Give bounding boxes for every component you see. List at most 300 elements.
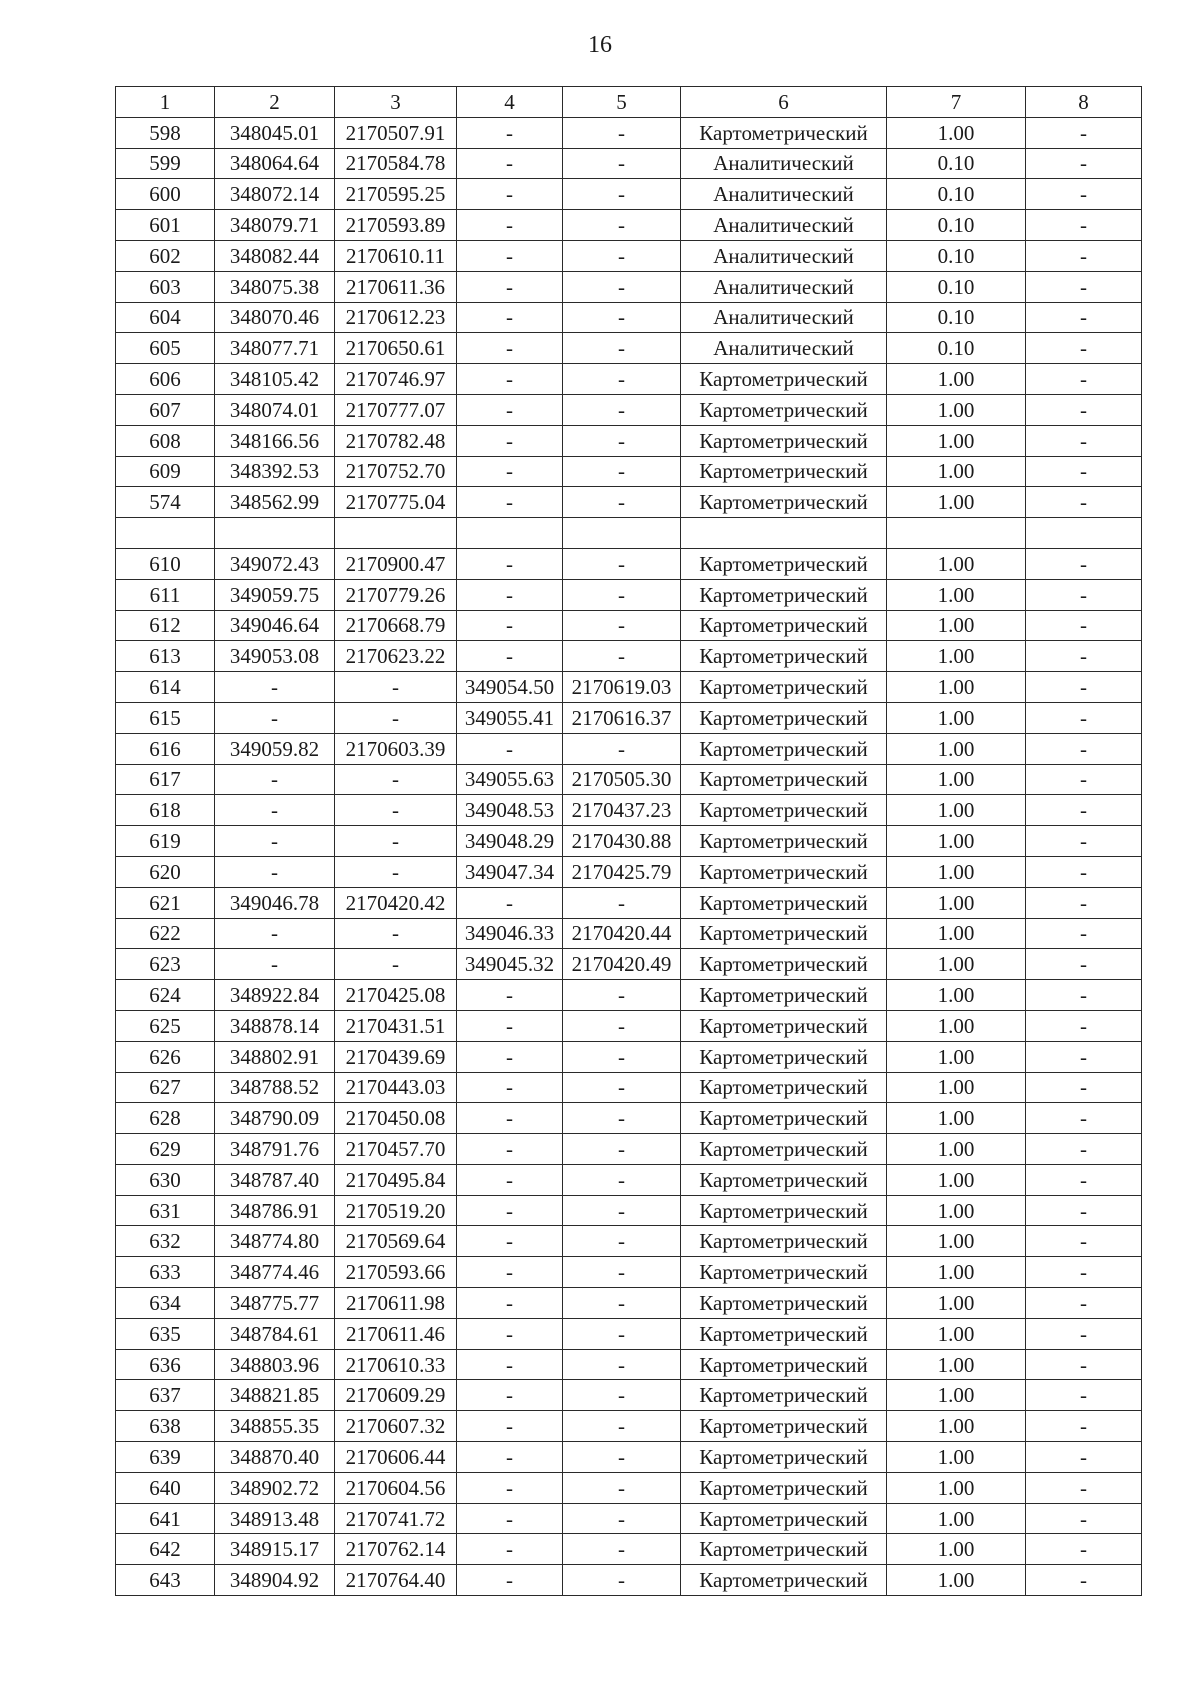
table-row bbox=[116, 456, 1142, 487]
table-cell-col-2: 348562.99 bbox=[215, 487, 335, 518]
table-row bbox=[116, 610, 1142, 641]
table-cell-col-1: 617 bbox=[116, 764, 215, 795]
table-cell-col-3: 2170606.44 bbox=[335, 1442, 457, 1473]
table-cell-col-4: - bbox=[457, 1103, 563, 1134]
table-cell-col-6: Аналитический bbox=[681, 333, 887, 364]
table-cell-col-2: 348774.80 bbox=[215, 1226, 335, 1257]
table-cell-col-6: Аналитический bbox=[681, 302, 887, 333]
table-cell-col-1: 638 bbox=[116, 1411, 215, 1442]
table-cell-col-6: Картометрический bbox=[681, 1072, 887, 1103]
table-cell-col-2: 348105.42 bbox=[215, 364, 335, 395]
table-cell-col-2: 348064.64 bbox=[215, 148, 335, 179]
table-cell-col-2: - bbox=[215, 856, 335, 887]
table-cell-col-6: Картометрический bbox=[681, 764, 887, 795]
table-cell-col-8: - bbox=[1026, 1164, 1142, 1195]
table-cell-col-3: - bbox=[335, 918, 457, 949]
table-cell-col-6: Аналитический bbox=[681, 271, 887, 302]
table-row bbox=[116, 764, 1142, 795]
table-cell-col-8: - bbox=[1026, 548, 1142, 579]
table-cell-col-4: - bbox=[457, 579, 563, 610]
column-header-4: 4 bbox=[457, 87, 563, 118]
table-cell-col-3: 2170609.29 bbox=[335, 1380, 457, 1411]
table-cell-col-1: 604 bbox=[116, 302, 215, 333]
table-cell-col-6: Картометрический bbox=[681, 1103, 887, 1134]
table-cell-col-3: 2170762.14 bbox=[335, 1534, 457, 1565]
table-cell-col-5: - bbox=[563, 1134, 681, 1165]
table-cell-col-1: 625 bbox=[116, 1010, 215, 1041]
table-cell-col-6: Картометрический bbox=[681, 1318, 887, 1349]
table-cell-col-2: 349053.08 bbox=[215, 641, 335, 672]
table-cell-col-4: 349048.53 bbox=[457, 795, 563, 826]
table-cell-col-8: - bbox=[1026, 333, 1142, 364]
table-cell-col-7: 1.00 bbox=[887, 1195, 1026, 1226]
table-cell-col-7: 1.00 bbox=[887, 1041, 1026, 1072]
table-cell-col-5: - bbox=[563, 1318, 681, 1349]
table-row bbox=[116, 1288, 1142, 1319]
table-cell-col-3: 2170569.64 bbox=[335, 1226, 457, 1257]
table-cell-col-2: 348166.56 bbox=[215, 425, 335, 456]
table-row bbox=[116, 1411, 1142, 1442]
table-cell-col-4: - bbox=[457, 733, 563, 764]
table-cell-col-6: Аналитический bbox=[681, 210, 887, 241]
table-cell-col-7: 1.00 bbox=[887, 672, 1026, 703]
table-cell-col-6: Картометрический bbox=[681, 1380, 887, 1411]
table-cell-col-5: - bbox=[563, 456, 681, 487]
table-cell-col-2: - bbox=[215, 672, 335, 703]
table-cell-col-1: 641 bbox=[116, 1503, 215, 1534]
table-cell-col-3: 2170777.07 bbox=[335, 394, 457, 425]
table-cell-col-6: Картометрический bbox=[681, 1503, 887, 1534]
table-cell-col-8: - bbox=[1026, 795, 1142, 826]
table-cell-col-6: Картометрический bbox=[681, 1472, 887, 1503]
table-cell-col-8: - bbox=[1026, 672, 1142, 703]
table-cell-col-4: - bbox=[457, 1226, 563, 1257]
table-cell-col-4: - bbox=[457, 1442, 563, 1473]
header-row bbox=[116, 87, 1142, 118]
table-cell-col-1: 627 bbox=[116, 1072, 215, 1103]
table-cell-col-2: 349059.75 bbox=[215, 579, 335, 610]
table-cell-col-1: 621 bbox=[116, 887, 215, 918]
table-cell-col-6: Картометрический bbox=[681, 117, 887, 148]
table-cell-col-5: - bbox=[563, 394, 681, 425]
table-row bbox=[116, 1134, 1142, 1165]
table-cell-col-7: 0.10 bbox=[887, 210, 1026, 241]
table-cell-col-5: - bbox=[563, 179, 681, 210]
table-cell-col-3: - bbox=[335, 795, 457, 826]
table-cell-col-8 bbox=[1026, 518, 1142, 549]
table-cell-col-3: 2170668.79 bbox=[335, 610, 457, 641]
table-cell-col-6: Картометрический bbox=[681, 887, 887, 918]
column-header-8: 8 bbox=[1026, 87, 1142, 118]
table-cell-col-7: 1.00 bbox=[887, 1010, 1026, 1041]
table-row bbox=[116, 1010, 1142, 1041]
table-cell-col-6 bbox=[681, 518, 887, 549]
table-cell-col-1: 610 bbox=[116, 548, 215, 579]
table-cell-col-3: 2170507.91 bbox=[335, 117, 457, 148]
table-row bbox=[116, 1041, 1142, 1072]
table-cell-col-2: - bbox=[215, 702, 335, 733]
table-cell-col-5: 2170420.49 bbox=[563, 949, 681, 980]
table-cell-col-7: 1.00 bbox=[887, 1103, 1026, 1134]
table-cell-col-7: 1.00 bbox=[887, 1134, 1026, 1165]
table-cell-col-4: - bbox=[457, 1411, 563, 1442]
table-cell-col-6: Картометрический bbox=[681, 1226, 887, 1257]
table-cell-col-6: Картометрический bbox=[681, 733, 887, 764]
table-cell-col-2: 348855.35 bbox=[215, 1411, 335, 1442]
table-cell-col-5: - bbox=[563, 487, 681, 518]
table-cell-col-1: 599 bbox=[116, 148, 215, 179]
table-cell-col-7: 0.10 bbox=[887, 179, 1026, 210]
table-cell-col-3: 2170612.23 bbox=[335, 302, 457, 333]
table-cell-col-2: 348784.61 bbox=[215, 1318, 335, 1349]
table-cell-col-7: 1.00 bbox=[887, 1288, 1026, 1319]
table-cell-col-2: 349046.78 bbox=[215, 887, 335, 918]
table-cell-col-3: 2170611.98 bbox=[335, 1288, 457, 1319]
table-cell-col-2: 349046.64 bbox=[215, 610, 335, 641]
table-cell-col-7: 1.00 bbox=[887, 425, 1026, 456]
table-cell-col-4: - bbox=[457, 1472, 563, 1503]
table-cell-col-7: 1.00 bbox=[887, 1534, 1026, 1565]
table-cell-col-4: - bbox=[457, 1257, 563, 1288]
table-row bbox=[116, 1442, 1142, 1473]
table-cell-col-5: - bbox=[563, 610, 681, 641]
table-row bbox=[116, 1380, 1142, 1411]
table-cell-col-1: 608 bbox=[116, 425, 215, 456]
table-cell-col-2: 348075.38 bbox=[215, 271, 335, 302]
table-cell-col-7: 1.00 bbox=[887, 1318, 1026, 1349]
table-cell-col-5: - bbox=[563, 302, 681, 333]
table-cell-col-5: - bbox=[563, 1534, 681, 1565]
table-cell-col-4: - bbox=[457, 1534, 563, 1565]
table-cell-col-5: - bbox=[563, 1472, 681, 1503]
table-cell-col-5: 2170616.37 bbox=[563, 702, 681, 733]
table-cell-col-1: 600 bbox=[116, 179, 215, 210]
table-cell-col-3: 2170746.97 bbox=[335, 364, 457, 395]
table-cell-col-6: Картометрический bbox=[681, 1041, 887, 1072]
table-cell-col-8: - bbox=[1026, 1534, 1142, 1565]
table-cell-col-1 bbox=[116, 518, 215, 549]
table-cell-col-7: 0.10 bbox=[887, 148, 1026, 179]
table-row bbox=[116, 641, 1142, 672]
table-cell-col-4: - bbox=[457, 1288, 563, 1319]
table-cell-col-6: Картометрический bbox=[681, 1288, 887, 1319]
column-header-6: 6 bbox=[681, 87, 887, 118]
table-cell-col-1: 643 bbox=[116, 1565, 215, 1596]
table-cell-col-6: Картометрический bbox=[681, 1134, 887, 1165]
table-cell-col-4: 349045.32 bbox=[457, 949, 563, 980]
table-cell-col-5: 2170430.88 bbox=[563, 826, 681, 857]
table-cell-col-4: - bbox=[457, 425, 563, 456]
table-row bbox=[116, 795, 1142, 826]
table-row bbox=[116, 548, 1142, 579]
table-cell-col-4: - bbox=[457, 1195, 563, 1226]
table-cell-col-3: 2170420.42 bbox=[335, 887, 457, 918]
table-cell-col-1: 619 bbox=[116, 826, 215, 857]
table-cell-col-2: 348904.92 bbox=[215, 1565, 335, 1596]
table-cell-col-5: - bbox=[563, 1041, 681, 1072]
table-cell-col-5: - bbox=[563, 1565, 681, 1596]
table-cell-col-8: - bbox=[1026, 117, 1142, 148]
table-cell-col-3: 2170775.04 bbox=[335, 487, 457, 518]
table-cell-col-5: - bbox=[563, 1442, 681, 1473]
table-cell-col-7: 1.00 bbox=[887, 856, 1026, 887]
table-row bbox=[116, 980, 1142, 1011]
table-cell-col-2: 348775.77 bbox=[215, 1288, 335, 1319]
table-cell-col-5: - bbox=[563, 1072, 681, 1103]
table-cell-col-5: - bbox=[563, 240, 681, 271]
table-cell-col-5: - bbox=[563, 1010, 681, 1041]
table-cell-col-2: 348788.52 bbox=[215, 1072, 335, 1103]
table-row bbox=[116, 579, 1142, 610]
table-cell-col-1: 622 bbox=[116, 918, 215, 949]
table-cell-col-4: - bbox=[457, 1134, 563, 1165]
table-cell-col-3: 2170593.66 bbox=[335, 1257, 457, 1288]
table-cell-col-5: - bbox=[563, 1103, 681, 1134]
table-row bbox=[116, 394, 1142, 425]
table-cell-col-3: 2170595.25 bbox=[335, 179, 457, 210]
table-cell-col-5 bbox=[563, 518, 681, 549]
table-cell-col-2: 348791.76 bbox=[215, 1134, 335, 1165]
table-cell-col-5: - bbox=[563, 579, 681, 610]
table-cell-col-6: Картометрический bbox=[681, 826, 887, 857]
table-cell-col-8: - bbox=[1026, 1288, 1142, 1319]
table-body bbox=[116, 117, 1142, 1595]
table-cell-col-3: 2170450.08 bbox=[335, 1103, 457, 1134]
table-cell-col-1: 620 bbox=[116, 856, 215, 887]
table-row bbox=[116, 1195, 1142, 1226]
table-row bbox=[116, 425, 1142, 456]
table-cell-col-4: - bbox=[457, 887, 563, 918]
table-cell-col-7: 0.10 bbox=[887, 302, 1026, 333]
table-row bbox=[116, 210, 1142, 241]
table-cell-col-1: 607 bbox=[116, 394, 215, 425]
table-cell-col-2: 348072.14 bbox=[215, 179, 335, 210]
table-cell-col-6: Картометрический bbox=[681, 1534, 887, 1565]
table-cell-col-2: 348070.46 bbox=[215, 302, 335, 333]
table-cell-col-2: 348915.17 bbox=[215, 1534, 335, 1565]
table-cell-col-3 bbox=[335, 518, 457, 549]
table-cell-col-3: 2170519.20 bbox=[335, 1195, 457, 1226]
table-cell-col-7: 1.00 bbox=[887, 980, 1026, 1011]
table-cell-col-1: 601 bbox=[116, 210, 215, 241]
table-cell-col-7: 0.10 bbox=[887, 240, 1026, 271]
table-cell-col-7: 1.00 bbox=[887, 949, 1026, 980]
table-cell-col-4: - bbox=[457, 1010, 563, 1041]
table-cell-col-5: 2170505.30 bbox=[563, 764, 681, 795]
table-cell-col-2: - bbox=[215, 918, 335, 949]
table-cell-col-4: - bbox=[457, 1380, 563, 1411]
table-cell-col-8: - bbox=[1026, 949, 1142, 980]
table-cell-col-1: 629 bbox=[116, 1134, 215, 1165]
table-cell-col-7: 1.00 bbox=[887, 1349, 1026, 1380]
table-cell-col-7: 1.00 bbox=[887, 364, 1026, 395]
table-cell-col-8: - bbox=[1026, 826, 1142, 857]
table-cell-col-6: Картометрический bbox=[681, 949, 887, 980]
table-row bbox=[116, 826, 1142, 857]
table-cell-col-1: 626 bbox=[116, 1041, 215, 1072]
table-cell-col-8: - bbox=[1026, 302, 1142, 333]
table-row bbox=[116, 1565, 1142, 1596]
table-cell-col-5: - bbox=[563, 1411, 681, 1442]
table-cell-col-6: Картометрический bbox=[681, 394, 887, 425]
table-cell-col-1: 611 bbox=[116, 579, 215, 610]
table-cell-col-7: 1.00 bbox=[887, 1565, 1026, 1596]
table-cell-col-3: 2170650.61 bbox=[335, 333, 457, 364]
table-cell-col-2: 348077.71 bbox=[215, 333, 335, 364]
table-cell-col-7: 1.00 bbox=[887, 548, 1026, 579]
table-cell-col-7: 1.00 bbox=[887, 887, 1026, 918]
table-row bbox=[116, 672, 1142, 703]
coordinates-table bbox=[115, 86, 1142, 1596]
table-cell-col-4: - bbox=[457, 1565, 563, 1596]
table-cell-col-8: - bbox=[1026, 1472, 1142, 1503]
table-cell-col-3: 2170584.78 bbox=[335, 148, 457, 179]
table-cell-col-2: 348045.01 bbox=[215, 117, 335, 148]
table-row bbox=[116, 179, 1142, 210]
table-cell-col-4: 349055.41 bbox=[457, 702, 563, 733]
table-cell-col-7: 1.00 bbox=[887, 610, 1026, 641]
table-cell-col-1: 640 bbox=[116, 1472, 215, 1503]
table-cell-col-4: - bbox=[457, 610, 563, 641]
table-cell-col-4: - bbox=[457, 117, 563, 148]
table-cell-col-4: 349054.50 bbox=[457, 672, 563, 703]
column-header-2: 2 bbox=[215, 87, 335, 118]
table-cell-col-7: 1.00 bbox=[887, 795, 1026, 826]
table-cell-col-3: 2170782.48 bbox=[335, 425, 457, 456]
table-cell-col-2: 348082.44 bbox=[215, 240, 335, 271]
table-cell-col-1: 574 bbox=[116, 487, 215, 518]
column-header-5: 5 bbox=[563, 87, 681, 118]
table-cell-col-6: Картометрический bbox=[681, 918, 887, 949]
table-cell-col-3: - bbox=[335, 702, 457, 733]
table-cell-col-3: 2170439.69 bbox=[335, 1041, 457, 1072]
table-cell-col-8: - bbox=[1026, 980, 1142, 1011]
table-cell-col-4: - bbox=[457, 179, 563, 210]
table-cell-col-2: 348802.91 bbox=[215, 1041, 335, 1072]
table-cell-col-2: 348774.46 bbox=[215, 1257, 335, 1288]
table-cell-col-7 bbox=[887, 518, 1026, 549]
table-cell-col-3: 2170752.70 bbox=[335, 456, 457, 487]
table-cell-col-8: - bbox=[1026, 1072, 1142, 1103]
table-cell-col-4: 349046.33 bbox=[457, 918, 563, 949]
table-cell-col-1: 615 bbox=[116, 702, 215, 733]
table-cell-col-3: 2170900.47 bbox=[335, 548, 457, 579]
table-cell-col-7: 1.00 bbox=[887, 456, 1026, 487]
table-cell-col-5: - bbox=[563, 333, 681, 364]
table-cell-col-6: Аналитический bbox=[681, 148, 887, 179]
table-cell-col-7: 1.00 bbox=[887, 394, 1026, 425]
table-row bbox=[116, 487, 1142, 518]
table-row bbox=[116, 918, 1142, 949]
table-cell-col-6: Картометрический bbox=[681, 487, 887, 518]
table-row bbox=[116, 949, 1142, 980]
table-cell-col-4: - bbox=[457, 394, 563, 425]
table-cell-col-3: 2170764.40 bbox=[335, 1565, 457, 1596]
table-cell-col-8: - bbox=[1026, 179, 1142, 210]
table-row bbox=[116, 518, 1142, 549]
table-row bbox=[116, 1257, 1142, 1288]
table-cell-col-1: 624 bbox=[116, 980, 215, 1011]
table-cell-col-6: Картометрический bbox=[681, 672, 887, 703]
table-cell-col-2 bbox=[215, 518, 335, 549]
table-cell-col-2: 348878.14 bbox=[215, 1010, 335, 1041]
table-row bbox=[116, 1164, 1142, 1195]
table-cell-col-2: 348902.72 bbox=[215, 1472, 335, 1503]
table-cell-col-1: 613 bbox=[116, 641, 215, 672]
table-cell-col-6: Картометрический bbox=[681, 1257, 887, 1288]
table-cell-col-5: - bbox=[563, 641, 681, 672]
table-cell-col-8: - bbox=[1026, 148, 1142, 179]
table-row bbox=[116, 1226, 1142, 1257]
table-cell-col-2: 348786.91 bbox=[215, 1195, 335, 1226]
table-cell-col-1: 636 bbox=[116, 1349, 215, 1380]
table-cell-col-8: - bbox=[1026, 487, 1142, 518]
table-cell-col-2: 348079.71 bbox=[215, 210, 335, 241]
table-cell-col-8: - bbox=[1026, 456, 1142, 487]
table-cell-col-6: Картометрический bbox=[681, 425, 887, 456]
table-cell-col-1: 628 bbox=[116, 1103, 215, 1134]
table-cell-col-8: - bbox=[1026, 1103, 1142, 1134]
table-cell-col-5: - bbox=[563, 1257, 681, 1288]
table-cell-col-8: - bbox=[1026, 240, 1142, 271]
table-cell-col-2: 348821.85 bbox=[215, 1380, 335, 1411]
table-cell-col-6: Картометрический bbox=[681, 1010, 887, 1041]
table-cell-col-1: 623 bbox=[116, 949, 215, 980]
table-cell-col-8: - bbox=[1026, 1041, 1142, 1072]
table-cell-col-7: 1.00 bbox=[887, 641, 1026, 672]
table-cell-col-1: 637 bbox=[116, 1380, 215, 1411]
table-cell-col-8: - bbox=[1026, 733, 1142, 764]
table-cell-col-1: 614 bbox=[116, 672, 215, 703]
table-cell-col-7: 1.00 bbox=[887, 1503, 1026, 1534]
table-cell-col-4: - bbox=[457, 548, 563, 579]
table-cell-col-5: - bbox=[563, 733, 681, 764]
table-cell-col-6: Картометрический bbox=[681, 795, 887, 826]
table-row bbox=[116, 887, 1142, 918]
table-cell-col-5: - bbox=[563, 887, 681, 918]
table-cell-col-1: 633 bbox=[116, 1257, 215, 1288]
table-cell-col-6: Картометрический bbox=[681, 548, 887, 579]
table-cell-col-3: 2170611.36 bbox=[335, 271, 457, 302]
table-cell-col-8: - bbox=[1026, 364, 1142, 395]
table-cell-col-4: - bbox=[457, 210, 563, 241]
table-cell-col-6: Аналитический bbox=[681, 240, 887, 271]
table-cell-col-1: 635 bbox=[116, 1318, 215, 1349]
table-row bbox=[116, 1072, 1142, 1103]
table-cell-col-5: - bbox=[563, 364, 681, 395]
table-cell-col-2: 348790.09 bbox=[215, 1103, 335, 1134]
table-cell-col-1: 634 bbox=[116, 1288, 215, 1319]
table-cell-col-6: Картометрический bbox=[681, 641, 887, 672]
table-cell-col-6: Картометрический bbox=[681, 1565, 887, 1596]
table-cell-col-3: 2170610.11 bbox=[335, 240, 457, 271]
table-cell-col-5: - bbox=[563, 1380, 681, 1411]
table-cell-col-3: 2170623.22 bbox=[335, 641, 457, 672]
table-cell-col-2: - bbox=[215, 764, 335, 795]
table-row bbox=[116, 1318, 1142, 1349]
table-cell-col-1: 598 bbox=[116, 117, 215, 148]
table-cell-col-4: - bbox=[457, 364, 563, 395]
table-cell-col-6: Картометрический bbox=[681, 364, 887, 395]
table-cell-col-8: - bbox=[1026, 641, 1142, 672]
table-row bbox=[116, 1349, 1142, 1380]
table-cell-col-7: 1.00 bbox=[887, 1380, 1026, 1411]
table-cell-col-2: 348392.53 bbox=[215, 456, 335, 487]
table-cell-col-7: 1.00 bbox=[887, 1442, 1026, 1473]
table-row bbox=[116, 1103, 1142, 1134]
table-cell-col-2: 349059.82 bbox=[215, 733, 335, 764]
table-cell-col-8: - bbox=[1026, 1226, 1142, 1257]
